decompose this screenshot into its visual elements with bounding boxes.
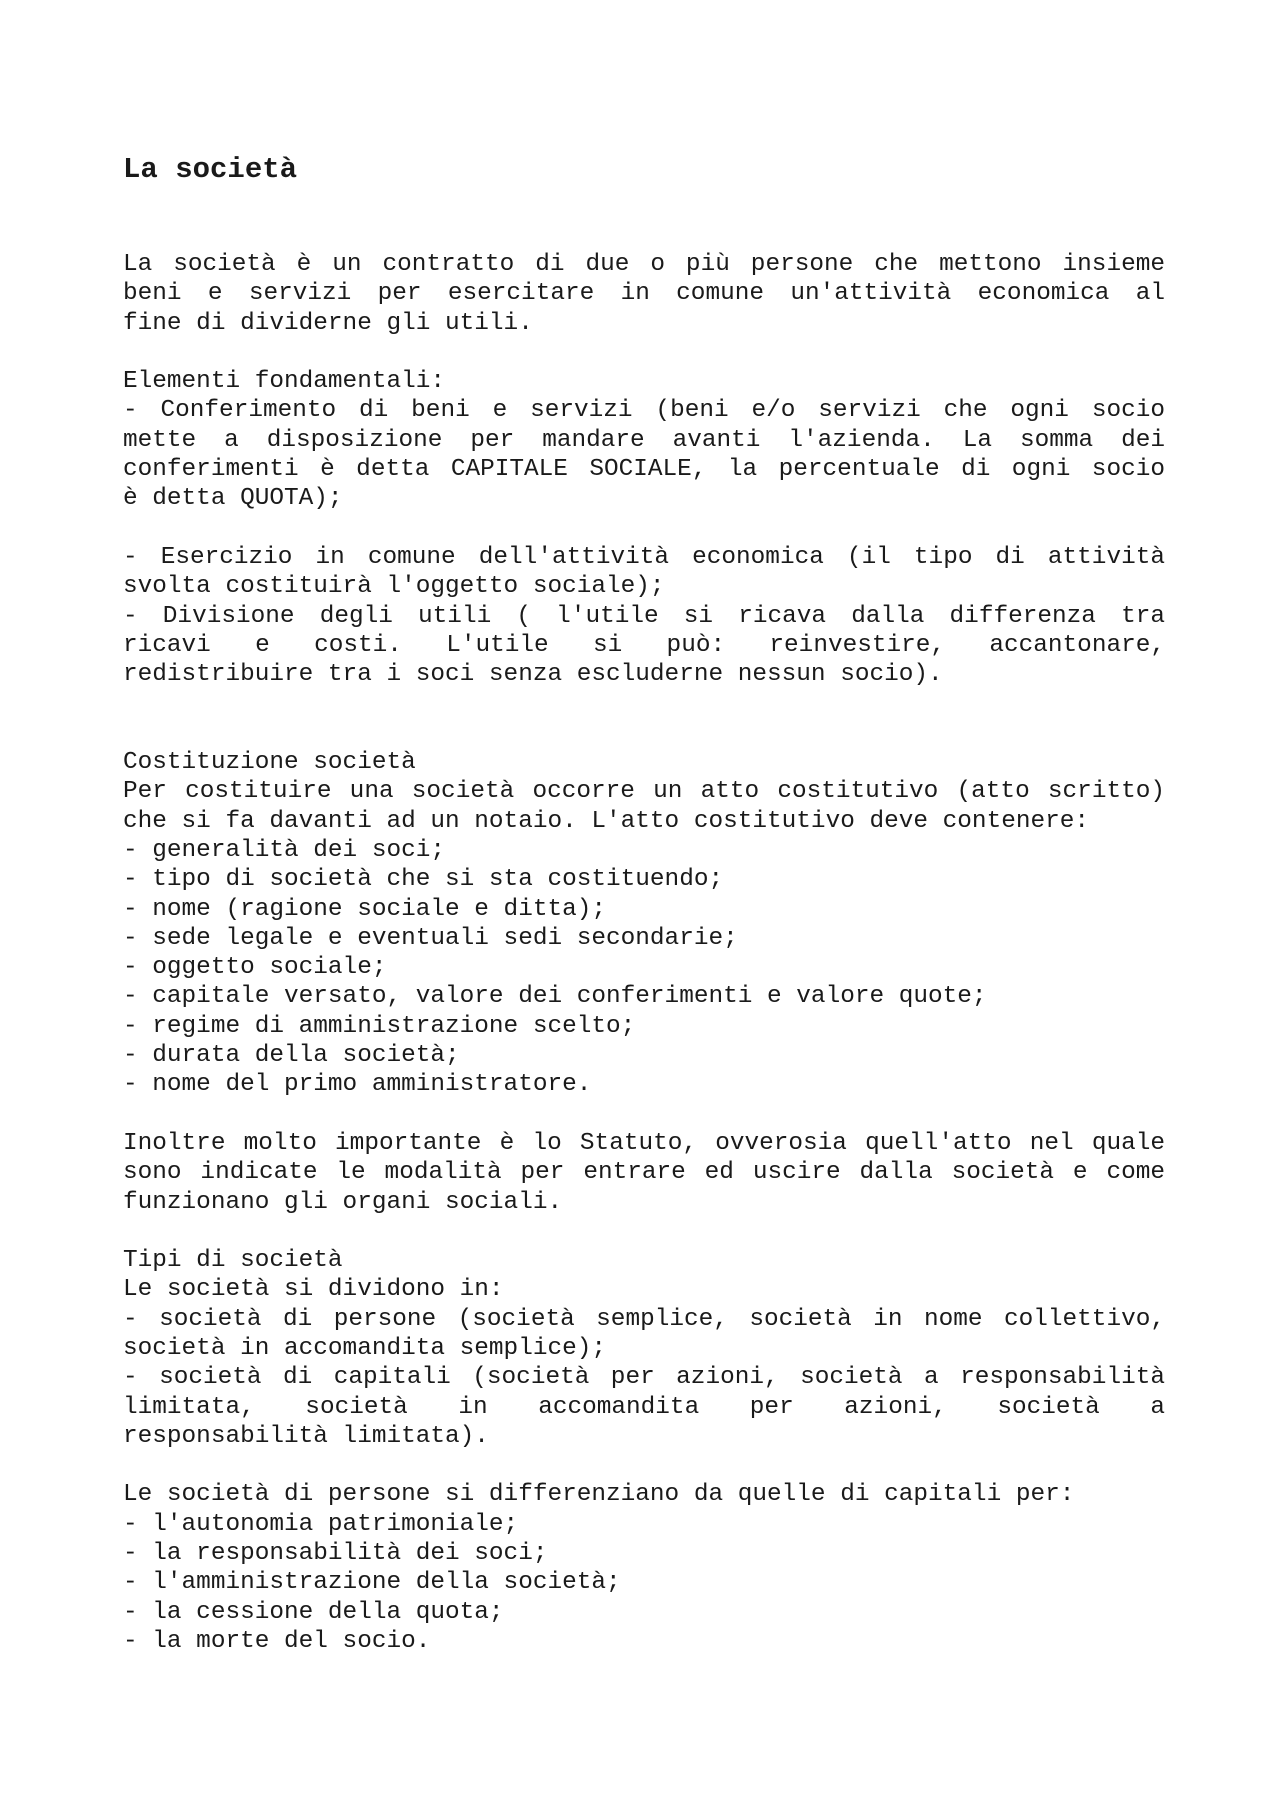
list-item: - la cessione della quota;	[123, 1598, 504, 1626]
text-line: è detta QUOTA);	[123, 485, 343, 513]
text-line: responsabilità limitata).	[123, 1422, 489, 1450]
text-line: - Esercizio in comune dell'attività economica (il tipo di attività	[123, 543, 1165, 571]
text-line: - Conferimento di beni e servizi (beni e/o servizi che ogni socio	[123, 397, 1165, 425]
elementi-section	[123, 367, 1165, 689]
text-line: Inoltre molto importante è lo Statuto, ovverosia quell'atto nel quale	[123, 1129, 1165, 1157]
text-line: Le società si dividono in:	[123, 1276, 504, 1304]
section-heading: Le società di persone si differenziano da quelle di capitali per:	[123, 1481, 1075, 1509]
text-line: redistribuire tra i soci senza escluderne nessun socio).	[123, 661, 943, 689]
tipi-section	[123, 1246, 1165, 1451]
list-item: - nome del primo amministratore.	[123, 1071, 592, 1099]
text-line: limitata, società in accomandita per azioni, società a	[123, 1393, 1165, 1421]
costituzione-section	[123, 748, 1165, 1100]
spacer	[123, 689, 1165, 718]
list-item: - nome (ragione sociale e ditta);	[123, 895, 607, 923]
text-line: società in accomandita semplice);	[123, 1334, 607, 1362]
differenze-section	[123, 1480, 1165, 1656]
text-line: beni e servizi per esercitare in comune un'attività economica al	[123, 280, 1165, 308]
list-item: - regime di amministrazione scelto;	[123, 1012, 636, 1040]
text-line: fine di dividerne gli utili.	[123, 309, 533, 337]
text-line: funzionano gli organi sociali.	[123, 1188, 563, 1216]
spacer	[123, 1100, 1165, 1129]
text-line: conferimenti è detta CAPITALE SOCIALE, la percentuale di ogni socio	[123, 456, 1165, 484]
list-item: - l'amministrazione della società;	[123, 1569, 621, 1597]
section-heading: Elementi fondamentali:	[123, 368, 446, 396]
section-heading: Tipi di società	[123, 1247, 343, 1275]
list-item: - oggetto sociale;	[123, 954, 387, 982]
intro-paragraph	[123, 250, 1165, 338]
text-line: - società di capitali (società per azioni, società a responsabilità	[123, 1364, 1165, 1392]
text-line: che si fa davanti ad un notaio. L'atto costitutivo deve contenere:	[123, 807, 1090, 835]
text-line: sono indicate le modalità per entrare ed uscire dalla società e come	[123, 1159, 1165, 1187]
list-item: - l'autonomia patrimoniale;	[123, 1510, 519, 1538]
spacer	[123, 338, 1165, 367]
text-line: - società di persone (società semplice, società in nome collettivo,	[123, 1305, 1165, 1333]
list-item: - la responsabilità dei soci;	[123, 1540, 548, 1568]
list-item: - generalità dei soci;	[123, 836, 446, 864]
list-item: - durata della società;	[123, 1042, 460, 1070]
document-body	[123, 152, 1165, 1656]
list-item: - sede legale e eventuali sedi secondarie;	[123, 924, 738, 952]
list-item: - la morte del socio.	[123, 1627, 431, 1655]
spacer	[123, 514, 1165, 543]
text-line: ricavi e costi. L'utile si può: reinvestire, accantonare,	[123, 631, 1165, 659]
spacer	[123, 719, 1165, 748]
statuto-paragraph	[123, 1129, 1165, 1217]
text-line: La società è un contratto di due o più persone che mettono insieme	[123, 251, 1165, 278]
section-heading: Costituzione società	[123, 749, 416, 777]
spacer	[123, 1217, 1165, 1246]
list-item: - capitale versato, valore dei conferimenti e valore quote;	[123, 983, 987, 1011]
spacer	[123, 1451, 1165, 1480]
text-line: Per costituire una società occorre un atto costitutivo (atto scritto)	[123, 778, 1165, 806]
list-item: - tipo di società che si sta costituendo;	[123, 866, 724, 894]
text-line: svolta costituirà l'oggetto sociale);	[123, 573, 665, 601]
text-line: mette a disposizione per mandare avanti l'azienda. La somma dei	[123, 426, 1165, 454]
page-title: La società	[123, 153, 298, 186]
text-line: - Divisione degli utili ( l'utile si ricava dalla differenza tra	[123, 602, 1165, 630]
